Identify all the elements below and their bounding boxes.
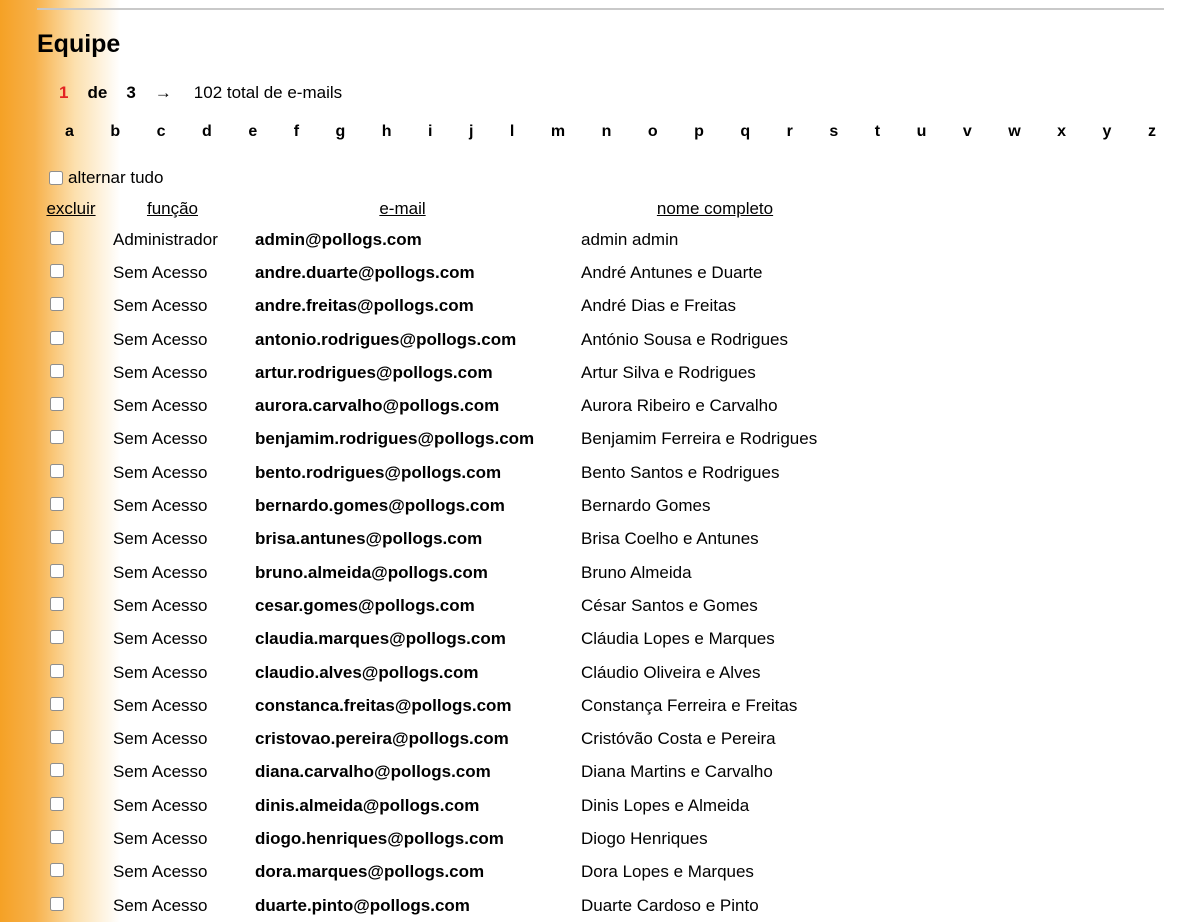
row-delete-checkbox[interactable] — [50, 297, 64, 311]
row-full-name: André Dias e Freitas — [581, 296, 736, 316]
alphabet-letter-m[interactable]: m — [550, 123, 566, 140]
row-email: andre.duarte@pollogs.com — [255, 262, 475, 282]
row-email: claudia.marques@pollogs.com — [255, 629, 506, 649]
alphabet-letter-x[interactable]: x — [1057, 123, 1067, 140]
row-role: Sem Acesso — [113, 629, 208, 649]
alphabet-letter-l[interactable]: l — [509, 123, 515, 140]
row-delete-checkbox[interactable] — [50, 497, 64, 511]
alphabet-letter-a[interactable]: a — [65, 123, 74, 140]
row-email: bento.rodrigues@pollogs.com — [255, 462, 502, 482]
table-row — [37, 223, 865, 256]
row-email: constanca.freitas@pollogs.com — [255, 695, 512, 715]
table-row — [37, 456, 865, 489]
table-row — [37, 256, 865, 289]
alphabet-letter-w[interactable]: w — [1008, 123, 1021, 140]
row-email: benjamim.rodrigues@pollogs.com — [255, 429, 535, 449]
row-full-name: Dora Lopes e Marques — [581, 862, 754, 882]
row-full-name: Benjamim Ferreira e Rodrigues — [581, 429, 818, 449]
row-role: Sem Acesso — [113, 862, 208, 882]
row-delete-checkbox[interactable] — [50, 897, 64, 911]
alphabet-letter-i[interactable]: i — [428, 123, 433, 140]
row-role: Sem Acesso — [113, 329, 208, 349]
table-row — [37, 689, 865, 722]
row-email: cesar.gomes@pollogs.com — [255, 595, 475, 615]
row-delete-checkbox[interactable] — [50, 364, 64, 378]
alphabet-letter-f[interactable]: f — [293, 123, 300, 140]
row-full-name: admin admin — [581, 229, 679, 249]
row-delete-checkbox[interactable] — [50, 797, 64, 811]
table-row — [37, 623, 865, 656]
row-delete-checkbox[interactable] — [50, 697, 64, 711]
row-role: Sem Acesso — [113, 795, 208, 815]
team-table — [37, 195, 865, 922]
row-full-name: Aurora Ribeiro e Carvalho — [581, 396, 778, 416]
row-email: cristovao.pereira@pollogs.com — [255, 729, 509, 749]
table-header-row — [37, 195, 865, 223]
alphabet-letter-q[interactable]: q — [740, 123, 751, 140]
team-page — [0, 8, 1195, 922]
row-full-name: Cláudia Lopes e Marques — [581, 629, 775, 649]
row-full-name: César Santos e Gomes — [581, 595, 758, 615]
alphabet-filter — [37, 123, 1164, 141]
header-delete[interactable]: excluir — [46, 199, 96, 218]
row-full-name: Cristóvão Costa e Pereira — [581, 729, 776, 749]
row-full-name: Bernardo Gomes — [581, 496, 711, 516]
row-email: diogo.henriques@pollogs.com — [255, 828, 504, 848]
row-full-name: Constança Ferreira e Freitas — [581, 695, 798, 715]
pagination-of-label: de — [87, 83, 108, 102]
alphabet-letter-o[interactable]: o — [647, 123, 658, 140]
table-row — [37, 556, 865, 589]
table-row — [37, 290, 865, 323]
row-delete-checkbox[interactable] — [50, 264, 64, 278]
pagination — [37, 83, 1164, 103]
page-title: Equipe — [37, 30, 121, 58]
row-delete-checkbox[interactable] — [50, 564, 64, 578]
table-row — [37, 489, 865, 522]
row-role: Sem Acesso — [113, 296, 208, 316]
row-delete-checkbox[interactable] — [50, 863, 64, 877]
table-row — [37, 656, 865, 689]
row-role: Sem Acesso — [113, 828, 208, 848]
row-role: Sem Acesso — [113, 529, 208, 549]
row-full-name: André Antunes e Duarte — [581, 262, 763, 282]
row-delete-checkbox[interactable] — [50, 730, 64, 744]
alphabet-letter-y[interactable]: y — [1102, 123, 1112, 140]
row-role: Administrador — [113, 229, 218, 249]
alphabet-letter-n[interactable]: n — [601, 123, 612, 140]
table-row — [37, 722, 865, 755]
row-role: Sem Acesso — [113, 595, 208, 615]
alphabet-letter-h[interactable]: h — [381, 123, 392, 140]
table-row — [37, 423, 865, 456]
row-delete-checkbox[interactable] — [50, 331, 64, 345]
row-delete-checkbox[interactable] — [50, 597, 64, 611]
row-role: Sem Acesso — [113, 895, 208, 915]
row-delete-checkbox[interactable] — [50, 430, 64, 444]
table-row — [37, 389, 865, 422]
alphabet-letter-d[interactable]: d — [202, 123, 212, 140]
row-email: artur.rodrigues@pollogs.com — [255, 362, 493, 382]
row-delete-checkbox[interactable] — [50, 397, 64, 411]
toggle-all-checkbox[interactable] — [49, 171, 63, 185]
row-full-name: Bento Santos e Rodrigues — [581, 462, 780, 482]
alphabet-letter-j[interactable]: j — [468, 123, 474, 140]
pagination-next-arrow-icon[interactable]: → — [154, 83, 172, 102]
header-email[interactable]: e-mail — [379, 199, 426, 218]
row-email: claudio.alves@pollogs.com — [255, 662, 479, 682]
row-full-name: Brisa Coelho e Antunes — [581, 529, 759, 549]
table-row — [37, 323, 865, 356]
table-row — [37, 756, 865, 789]
top-divider — [37, 8, 1164, 10]
alphabet-letter-s[interactable]: s — [829, 123, 839, 140]
row-email: admin@pollogs.com — [255, 229, 422, 249]
alphabet-letter-e[interactable]: e — [248, 123, 258, 140]
row-full-name: Diana Martins e Carvalho — [581, 762, 773, 782]
alphabet-letter-t[interactable]: t — [874, 123, 881, 140]
row-role: Sem Acesso — [113, 562, 208, 582]
table-row — [37, 889, 865, 922]
table-row — [37, 523, 865, 556]
table-row — [37, 789, 865, 822]
alphabet-letter-r[interactable]: r — [786, 123, 793, 140]
row-role: Sem Acesso — [113, 429, 208, 449]
table-row — [37, 589, 865, 622]
row-full-name: Bruno Almeida — [581, 562, 692, 582]
toggle-all[interactable] — [49, 168, 163, 188]
alphabet-letter-u[interactable]: u — [916, 123, 927, 140]
alphabet-letter-g[interactable]: g — [335, 123, 346, 140]
row-role: Sem Acesso — [113, 496, 208, 516]
email-total-count: 102 total de e-mails — [193, 83, 343, 102]
row-full-name: Artur Silva e Rodrigues — [581, 362, 756, 382]
row-email: dora.marques@pollogs.com — [255, 862, 485, 882]
row-delete-checkbox[interactable] — [50, 231, 64, 245]
alphabet-letter-v[interactable]: v — [962, 123, 972, 140]
row-role: Sem Acesso — [113, 729, 208, 749]
row-email: duarte.pinto@pollogs.com — [255, 895, 470, 915]
row-delete-checkbox[interactable] — [50, 464, 64, 478]
row-email: aurora.carvalho@pollogs.com — [255, 396, 500, 416]
row-role: Sem Acesso — [113, 462, 208, 482]
alphabet-letter-c[interactable]: c — [156, 123, 166, 140]
row-email: diana.carvalho@pollogs.com — [255, 762, 491, 782]
row-role: Sem Acesso — [113, 362, 208, 382]
alphabet-letter-z[interactable]: z — [1147, 123, 1156, 140]
alphabet-letter-p[interactable]: p — [694, 123, 704, 140]
row-email: dinis.almeida@pollogs.com — [255, 795, 480, 815]
row-delete-checkbox[interactable] — [50, 664, 64, 678]
row-role: Sem Acesso — [113, 762, 208, 782]
table-row — [37, 856, 865, 889]
toggle-all-label: alternar tudo — [68, 168, 164, 187]
row-delete-checkbox[interactable] — [50, 830, 64, 844]
row-email: andre.freitas@pollogs.com — [255, 296, 474, 316]
row-full-name: António Sousa e Rodrigues — [581, 329, 788, 349]
row-delete-checkbox[interactable] — [50, 530, 64, 544]
header-full-name[interactable]: nome completo — [656, 199, 774, 218]
row-email: brisa.antunes@pollogs.com — [255, 529, 483, 549]
row-role: Sem Acesso — [113, 396, 208, 416]
table-row — [37, 356, 865, 389]
row-full-name: Diogo Henriques — [581, 828, 708, 848]
row-full-name: Duarte Cardoso e Pinto — [581, 895, 759, 915]
row-email: antonio.rodrigues@pollogs.com — [255, 329, 517, 349]
pagination-current-page: 1 — [59, 83, 69, 102]
alphabet-letter-b[interactable]: b — [110, 123, 121, 140]
row-email: bruno.almeida@pollogs.com — [255, 562, 488, 582]
table-row — [37, 822, 865, 855]
row-full-name: Cláudio Oliveira e Alves — [581, 662, 761, 682]
row-full-name: Dinis Lopes e Almeida — [581, 795, 750, 815]
row-role: Sem Acesso — [113, 262, 208, 282]
row-email: bernardo.gomes@pollogs.com — [255, 496, 505, 516]
pagination-total-pages: 3 — [126, 83, 136, 102]
row-delete-checkbox[interactable] — [50, 630, 64, 644]
row-role: Sem Acesso — [113, 695, 208, 715]
row-delete-checkbox[interactable] — [50, 763, 64, 777]
row-role: Sem Acesso — [113, 662, 208, 682]
header-role[interactable]: função — [146, 199, 199, 218]
